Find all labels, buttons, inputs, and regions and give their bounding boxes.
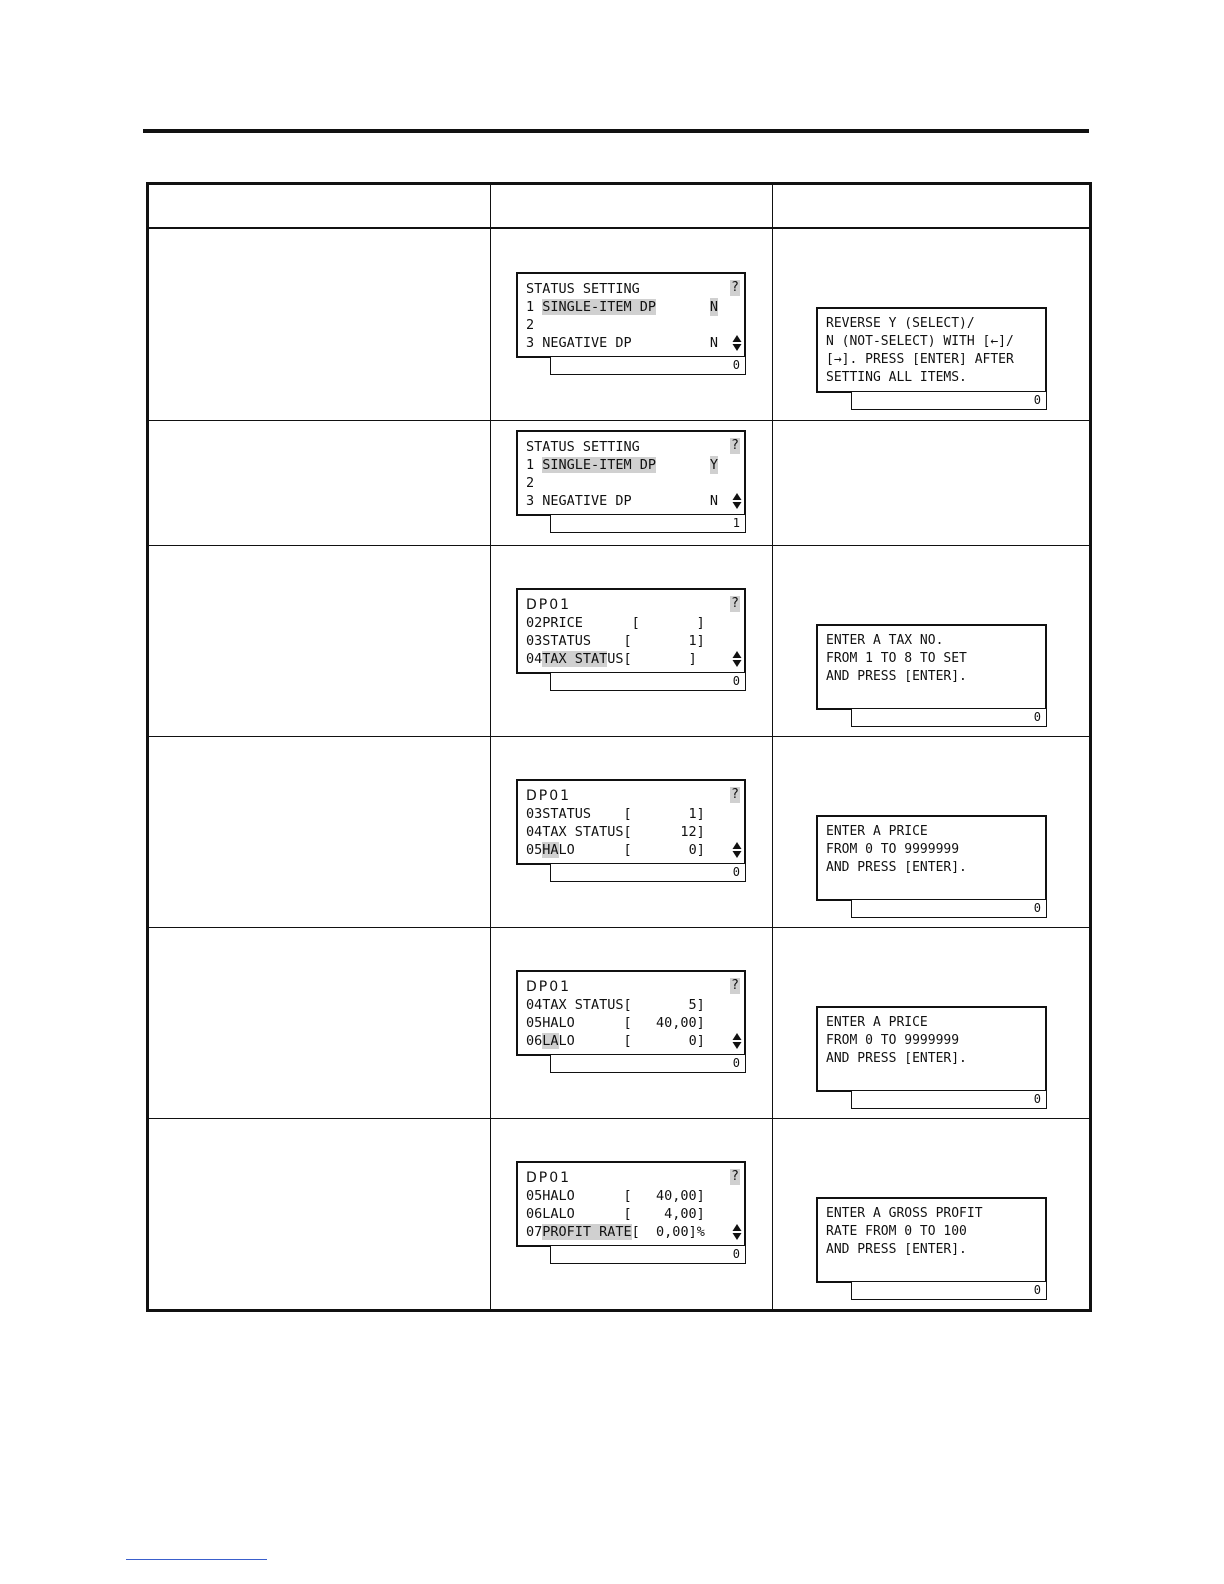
row-divider	[149, 545, 1089, 546]
up-down-arrow-icon	[732, 1223, 742, 1241]
lcd-display	[516, 779, 746, 865]
question-mark-icon: ?	[731, 280, 739, 295]
message-line: RATE FROM 0 TO 100	[826, 1224, 967, 1239]
up-down-arrow-icon	[732, 334, 742, 352]
lcd-line: 3 NEGATIVE DP	[526, 335, 632, 351]
column-divider	[772, 185, 773, 1309]
lcd-value: N	[709, 493, 718, 509]
message-counter: 0	[851, 392, 1047, 410]
column-divider	[490, 185, 491, 1309]
header-divider	[149, 227, 1089, 229]
lcd-highlighted-item: SINGLE-ITEM DP	[542, 299, 657, 315]
question-mark-icon: ?	[731, 1169, 739, 1184]
lcd-highlighted-item: LA	[542, 1033, 559, 1049]
row-divider	[149, 736, 1089, 737]
message-display	[816, 1197, 1047, 1283]
lcd-title: DP01	[526, 788, 572, 804]
lcd-counter: 0	[550, 1055, 746, 1073]
lcd-highlighted-item: TAX STAT	[542, 651, 608, 667]
footer-link-underline	[126, 1559, 267, 1560]
lcd-line: 02PRICE [ ]	[526, 615, 705, 631]
message-line: ENTER A PRICE	[826, 824, 928, 839]
lcd-line: 05HALO [ 40,00]	[526, 1015, 705, 1031]
lcd-counter: 0	[550, 357, 746, 375]
lcd-highlighted-item: HA	[542, 842, 559, 858]
lcd-line-number: 1	[526, 457, 543, 473]
up-down-arrow-icon	[732, 492, 742, 510]
row-divider	[149, 927, 1089, 928]
lcd-line: 03STATUS [ 1]	[526, 806, 705, 822]
lcd-line: 03STATUS [ 1]	[526, 633, 705, 649]
message-line: FROM 0 TO 9999999	[826, 842, 960, 857]
message-line: N (NOT-SELECT) WITH [←]/	[826, 334, 1014, 349]
lcd-line: 3 NEGATIVE DP	[526, 493, 632, 509]
message-line: AND PRESS [ENTER].	[826, 1242, 967, 1257]
question-mark-icon: ?	[731, 787, 739, 802]
lcd-line: 2	[526, 475, 535, 491]
lcd-title: DP01	[526, 1170, 572, 1186]
message-line: ENTER A GROSS PROFIT	[826, 1206, 983, 1221]
message-line: FROM 1 TO 8 TO SET	[826, 651, 967, 666]
message-display	[816, 307, 1047, 393]
lcd-highlighted-item: PROFIT RATE	[542, 1224, 632, 1240]
lcd-line: 2	[526, 317, 535, 333]
up-down-arrow-icon	[732, 841, 742, 859]
lcd-line: 06LALO [ 0]	[526, 1033, 705, 1049]
lcd-value: Y	[709, 457, 718, 473]
lcd-display	[516, 588, 746, 674]
lcd-line: 05HALO [ 0]	[526, 842, 705, 858]
lcd-value: N	[709, 299, 718, 315]
row-divider	[149, 420, 1089, 421]
message-line: REVERSE Y (SELECT)/	[826, 316, 975, 331]
question-mark-icon: ?	[731, 978, 739, 993]
up-down-arrow-icon	[732, 650, 742, 668]
lcd-highlighted-item: SINGLE-ITEM DP	[542, 457, 657, 473]
lcd-counter: 0	[550, 864, 746, 882]
message-line: AND PRESS [ENTER].	[826, 1051, 967, 1066]
up-down-arrow-icon	[732, 1032, 742, 1050]
message-line: AND PRESS [ENTER].	[826, 860, 967, 875]
message-counter: 0	[851, 1282, 1047, 1300]
lcd-display	[516, 272, 746, 358]
top-rule	[143, 129, 1089, 133]
message-line: FROM 0 TO 9999999	[826, 1033, 960, 1048]
lcd-counter: 0	[550, 673, 746, 691]
lcd-value: N	[709, 335, 718, 351]
lcd-line: STATUS SETTING	[526, 281, 640, 297]
lcd-counter: 1	[550, 515, 746, 533]
message-counter: 0	[851, 709, 1047, 727]
lcd-display	[516, 970, 746, 1056]
lcd-title: DP01	[526, 597, 572, 613]
lcd-line: STATUS SETTING	[526, 439, 640, 455]
question-mark-icon: ?	[731, 596, 739, 611]
question-mark-icon: ?	[731, 438, 739, 453]
lcd-display	[516, 430, 746, 516]
message-counter: 0	[851, 900, 1047, 918]
message-line: AND PRESS [ENTER].	[826, 669, 967, 684]
lcd-line: 04TAX STATUS[ ]	[526, 651, 697, 667]
message-line: [→]. PRESS [ENTER] AFTER	[826, 352, 1014, 367]
lcd-title: DP01	[526, 979, 572, 995]
lcd-line: 04TAX STATUS[ 5]	[526, 997, 705, 1013]
message-line: ENTER A PRICE	[826, 1015, 928, 1030]
lcd-line: 05HALO [ 40,00]	[526, 1188, 705, 1204]
message-display	[816, 815, 1047, 901]
message-counter: 0	[851, 1091, 1047, 1109]
row-divider	[149, 1118, 1089, 1119]
lcd-counter: 0	[550, 1246, 746, 1264]
message-display	[816, 624, 1047, 710]
lcd-line-number: 1	[526, 299, 543, 315]
message-line: ENTER A TAX NO.	[826, 633, 944, 648]
message-display	[816, 1006, 1047, 1092]
message-line: SETTING ALL ITEMS.	[826, 370, 967, 385]
lcd-display	[516, 1161, 746, 1247]
lcd-line: 07PROFIT RATE[ 0,00]%	[526, 1224, 705, 1240]
lcd-line: 04TAX STATUS[ 12]	[526, 824, 705, 840]
lcd-line: 06LALO [ 4,00]	[526, 1206, 705, 1222]
